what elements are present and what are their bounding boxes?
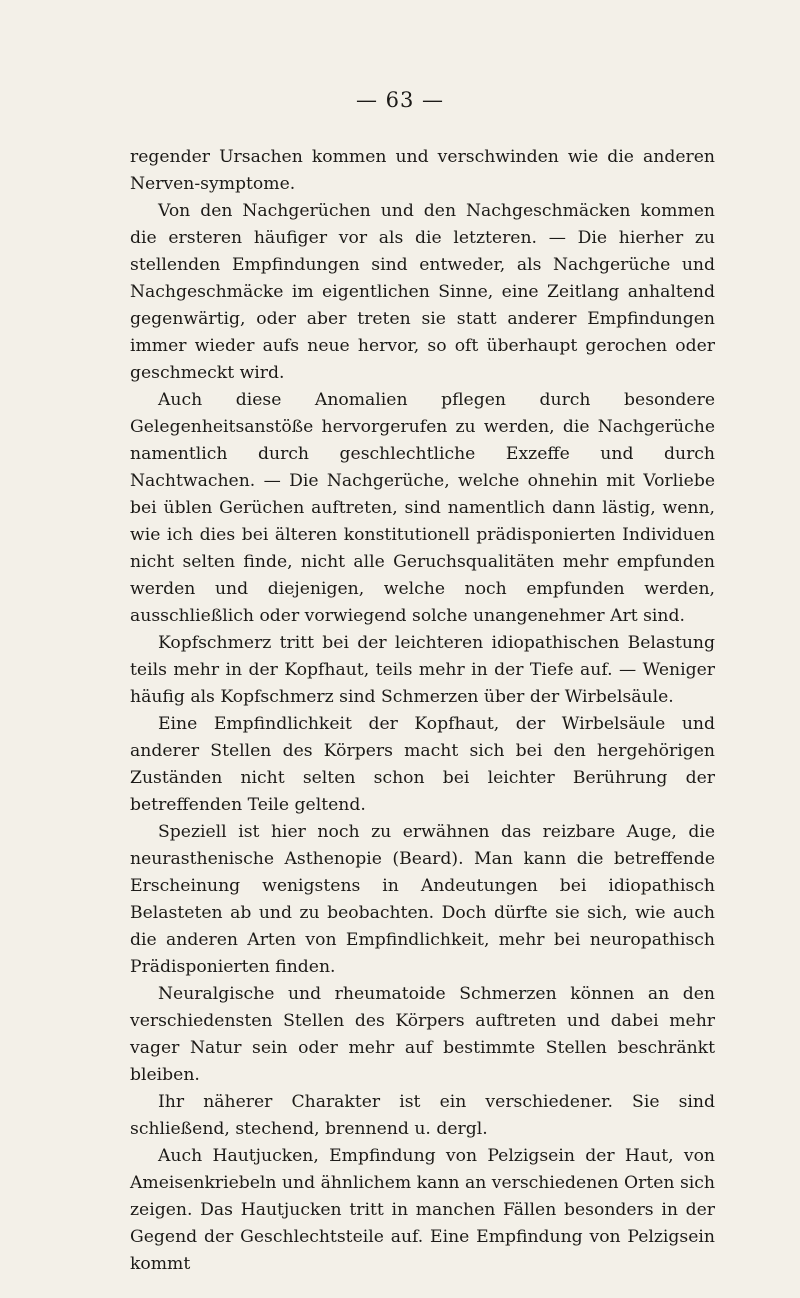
page-number: — 63 — [355, 88, 445, 112]
paragraph-5: Eine Empfindlichkeit der Kopfhaut, der Wirbelsäule und anderer Stellen des Körpers macht sich bei den hergehörigen Zuständen nicht selten schon bei leichter Berührung der betreffenden Teile geltend. [130, 714, 715, 815]
paragraph-7: Neuralgische und rheumatoide Schmerzen können an den verschiedensten Stellen des Körpers auftreten und dabei mehr vager Natur sein oder mehr auf bestimmte Stellen beschränkt bleiben. [130, 984, 715, 1085]
paragraph-6: Speziell ist hier noch zu erwähnen das reizbare Auge, die neurasthenische Asthenopie (Beard). Man kann die betreffende Erscheinung wenigstens in Andeutungen bei idiopathisch Belasteten ab und zu beobachten. Doch dürfte sie sich, wie auch die anderen Arten von Empfindlichkeit, mehr bei neuropathisch Prädisponierten finden. [130, 822, 715, 977]
paragraph-8: Ihr näherer Charakter ist ein verschiedener. Sie sind schließend, stechend, brennend u. dergl. [130, 1092, 715, 1139]
paragraph-3: Auch diese Anomalien pflegen durch besondere Gelegenheitsanstöße hervorgerufen zu werden, die Nachgerüche namentlich durch geschlechtliche Exzeffe und durch Nachtwachen. — Die Nachgerüche, welche ohnehin mit Vorliebe bei üblen Gerüchen auftreten, sind namentlich dann lästig, wenn, wie ich dies bei älteren konstitutionell prädisponierten Individuen nicht selten finde, nicht alle Geruchsqualitäten mehr empfunden werden und diejenigen, welche noch empfunden werden, ausschließlich oder vorwiegend solche unangenehmer Art sind. [130, 390, 715, 626]
paragraph-9: Auch Hautjucken, Empfindung von Pelzigsein der Haut, von Ameisenkriebeln und ähnlichem kann an verschiedenen Orten sich zeigen. Das Hautjucken tritt in manchen Fällen besonders in der Gegend der Geschlechtsteile auf. Eine Empfindung von Pelzigsein kommt [130, 1146, 715, 1274]
paragraph-4: Kopfschmerz tritt bei der leichteren idiopathischen Belastung teils mehr in der Kopfhaut, teils mehr in der Tiefe auf. — Weniger häufig als Kopfschmerz sind Schmerzen über der Wirbelsäule. [130, 633, 715, 707]
paragraph-2: Von den Nachgerüchen und den Nachgeschmäcken kommen die ersteren häufiger vor als die letzteren. — Die hierher zu stellenden Empfindungen sind entweder, als Nachgerüche und Nachgeschmäcke im eigentlichen Sinne, eine Zeitlang anhaltend gegenwärtig, oder aber treten sie statt anderer Empfindungen immer wieder aufs neue hervor, so oft überhaupt gerochen oder geschmeckt wird. [130, 201, 715, 383]
body-text [130, 144, 715, 1278]
paragraph-1: regender Ursachen kommen und verschwinden wie die anderen Nerven-symptome. [130, 147, 715, 194]
